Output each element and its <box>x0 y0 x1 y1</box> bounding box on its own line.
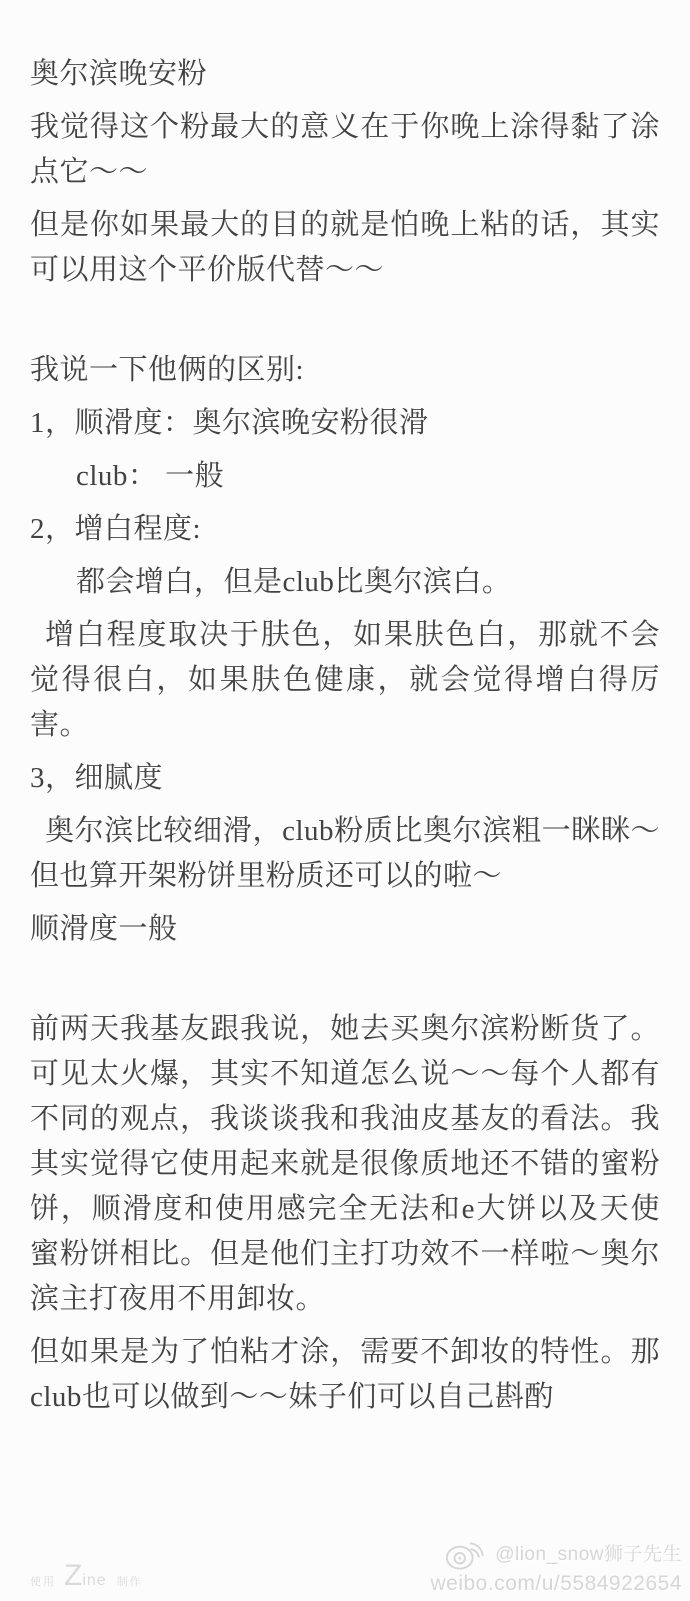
zine-watermark <box>30 1561 143 1591</box>
article-title: 奥尔滨晚安粉 <box>30 58 208 90</box>
body-paragraph: 但是你如果最大的目的就是怕晚上粘的话，其实可以用这个平价版代替～～ <box>30 209 660 286</box>
zine-watermark-prefix: 使用 <box>30 1576 56 1588</box>
weibo-icon <box>442 1532 488 1572</box>
weibo-watermark <box>430 1532 682 1596</box>
list-sub-item: 都会增白，但是club比奥尔滨白。 <box>76 566 512 598</box>
zine-logo-text: ine <box>82 1572 107 1589</box>
zine-watermark-suffix: 制作 <box>116 1576 143 1588</box>
body-paragraph: 顺滑度一般 <box>30 913 178 945</box>
body-paragraph: 但如果是为了怕粘才涂，需要不卸妆的特性。那club也可以做到～～妹子们可以自己斟酌 <box>30 1336 660 1413</box>
section-intro: 我说一下他俩的区别: <box>30 354 305 386</box>
weibo-watermark-top <box>442 1532 682 1572</box>
body-paragraph: 我觉得这个粉最大的意义在于你晚上涂得黏了涂点它～～ <box>30 111 660 188</box>
body-paragraph: 前两天我基友跟我说，她去买奥尔滨粉断货了。可见太火爆，其实不知道怎么说～～每个人都有不同的观点，我谈谈我和我油皮基友的看法。我其实觉得它使用起来就是很像质地还不错的蜜粉饼，顺滑度和使用感完全无法和e大饼以及天使蜜粉饼相比。但是他们主打功效不一样啦～奥尔滨主打夜用不用卸妆。 <box>30 1013 660 1315</box>
list-item-2: 2，增白程度: <box>30 513 202 545</box>
section-spacer <box>30 301 660 348</box>
article <box>30 52 660 1428</box>
section-spacer <box>30 960 660 1007</box>
list-item-1: 1，顺滑度：奥尔滨晚安粉很滑 <box>30 407 429 439</box>
weibo-url: weibo.com/u/5584922654 <box>430 1572 682 1595</box>
list-sub-item: club： 一般 <box>76 460 225 492</box>
weibo-handle: @lion_snow狮子先生 <box>495 1543 682 1565</box>
body-paragraph: 奥尔滨比较细滑，club粉质比奥尔滨粗一眯眯～但也算开架粉饼里粉质还可以的啦～ <box>30 815 660 892</box>
zine-logo: Z <box>64 1559 83 1592</box>
body-paragraph: 增白程度取决于肤色，如果肤色白，那就不会觉得很白，如果肤色健康，就会觉得增白得厉害。 <box>30 619 660 741</box>
list-item-3: 3，细腻度 <box>30 762 164 794</box>
